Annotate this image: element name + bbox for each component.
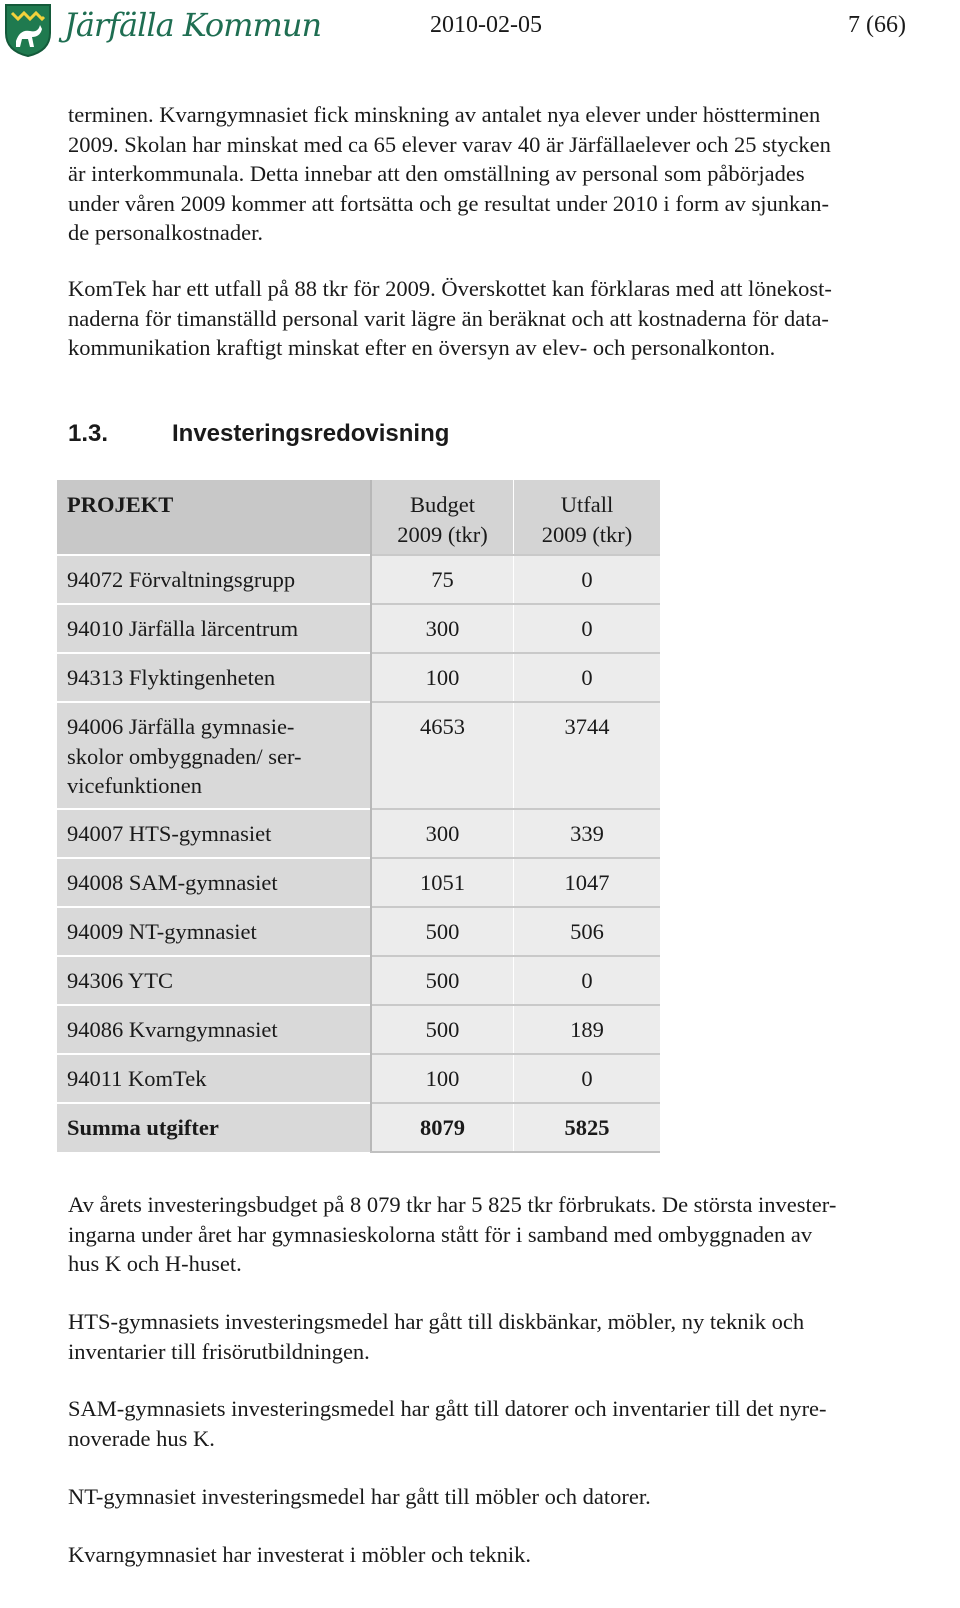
project-cell: 94306 YTC <box>57 956 371 1005</box>
text-line: terminen. Kvarngymnasiet fick minskning av antalet nya elever under höstterminen <box>68 102 821 127</box>
project-cell: 94086 Kvarngymnasiet <box>57 1005 371 1054</box>
text-line: är interkommunala. Detta innebar att den omställning av personal som påbörjades <box>68 161 805 186</box>
utfall-cell: 189 <box>514 1005 661 1054</box>
budget-cell: 1051 <box>371 858 514 907</box>
page-number: 7 (66) <box>848 12 906 38</box>
text-line: KomTek har ett utfall på 88 tkr för 2009. Överskottet kan förklaras med att lönekost- <box>68 276 832 301</box>
utfall-cell: 0 <box>514 1054 661 1103</box>
utfall-cell: 0 <box>514 956 661 1005</box>
utfall-cell: 506 <box>514 907 661 956</box>
text-line: hus K och H-huset. <box>68 1251 242 1276</box>
hts-paragraph <box>68 1307 940 1366</box>
project-cell: 94072 Förvaltningsgrupp <box>57 555 371 604</box>
table-row <box>57 702 660 809</box>
project-cell: 94008 SAM-gymnasiet <box>57 858 371 907</box>
logo-wordmark: Järfälla Kommun <box>64 6 322 44</box>
summary-paragraph <box>68 1190 940 1279</box>
investment-table <box>57 480 660 1153</box>
table-sum-row <box>57 1103 660 1152</box>
budget-cell: 300 <box>371 604 514 653</box>
project-cell: 94010 Järfälla lärcentrum <box>57 604 371 653</box>
sum-budget-cell: 8079 <box>371 1103 514 1152</box>
utfall-cell: 0 <box>514 555 661 604</box>
utfall-cell: 0 <box>514 653 661 702</box>
sum-utfall-cell: 5825 <box>514 1103 661 1152</box>
project-cell: 94006 Järfälla gymnasie- skolor ombyggnaden/ ser- vicefunktionen <box>57 702 371 809</box>
document-date: 2010-02-05 <box>430 12 542 38</box>
section-number: 1.3. <box>68 420 109 447</box>
budget-cell: 500 <box>371 1005 514 1054</box>
text-line: Av årets investeringsbudget på 8 079 tkr har 5 825 tkr förbrukats. De största invester- <box>68 1192 837 1217</box>
text-line: de personalkostnader. <box>68 220 263 245</box>
project-cell: 94007 HTS-gymnasiet <box>57 809 371 858</box>
project-cell: 94313 Flyktingenheten <box>57 653 371 702</box>
text-line: SAM-gymnasiets investeringsmedel har gått till datorer och inventarier till det nyre- <box>68 1396 827 1421</box>
table-row <box>57 956 660 1005</box>
budget-cell: 500 <box>371 956 514 1005</box>
budget-cell: 100 <box>371 1054 514 1103</box>
text-line: ingarna under året har gymnasieskolorna stått för i samband med ombyggnaden av <box>68 1221 813 1247</box>
text-line: under våren 2009 kommer att fortsätta och ge resultat under 2010 i form av sjunkan- <box>68 190 830 216</box>
table-row <box>57 653 660 702</box>
text-line: Kvarngymnasiet har investerat i möbler och teknik. <box>68 1542 531 1567</box>
text-line: 2009. Skolan har minskat med ca 65 elever varav 40 är Järfällaelever och 25 stycken <box>68 131 831 157</box>
text-line: noverade hus K. <box>68 1425 215 1451</box>
utfall-cell: 1047 <box>514 858 661 907</box>
budget-cell: 300 <box>371 809 514 858</box>
sum-label-cell: Summa utgifter <box>57 1103 371 1152</box>
budget-cell: 100 <box>371 653 514 702</box>
komtek-paragraph <box>68 274 940 363</box>
table-row <box>57 555 660 604</box>
page-header <box>0 0 960 62</box>
nt-paragraph <box>68 1482 940 1512</box>
budget-cell: 75 <box>371 555 514 604</box>
section-title: Investeringsredovisning <box>172 420 450 447</box>
text-line: NT-gymnasiet investeringsmedel har gått till möbler och datorer. <box>68 1484 651 1509</box>
jarfalla-coat-of-arms-icon <box>4 3 52 57</box>
text-line: inventarier till frisörutbildningen. <box>68 1338 370 1364</box>
text-line: naderna för timanställd personal varit lägre än beräknat och att kostnaderna för data- <box>68 305 829 331</box>
intro-paragraph <box>68 100 940 248</box>
text-line: HTS-gymnasiets investeringsmedel har gått till diskbänkar, möbler, ny teknik och <box>68 1309 805 1334</box>
header-project: PROJEKT <box>57 480 371 555</box>
table-row <box>57 858 660 907</box>
utfall-cell: 0 <box>514 604 661 653</box>
header-budget: Budget 2009 (tkr) <box>371 480 514 555</box>
budget-cell: 4653 <box>371 702 514 809</box>
sam-paragraph <box>68 1394 940 1453</box>
table-row <box>57 604 660 653</box>
table-row <box>57 809 660 858</box>
kvarn-paragraph <box>68 1540 940 1570</box>
budget-cell: 500 <box>371 907 514 956</box>
table-row <box>57 1054 660 1103</box>
utfall-cell: 339 <box>514 809 661 858</box>
project-cell: 94009 NT-gymnasiet <box>57 907 371 956</box>
utfall-cell: 3744 <box>514 702 661 809</box>
table-row <box>57 907 660 956</box>
project-cell: 94011 KomTek <box>57 1054 371 1103</box>
text-line: kommunikation kraftigt minskat efter en översyn av elev- och personalkonton. <box>68 335 776 360</box>
table-row <box>57 1005 660 1054</box>
header-utfall: Utfall 2009 (tkr) <box>514 480 661 555</box>
table-header-row <box>57 480 660 555</box>
